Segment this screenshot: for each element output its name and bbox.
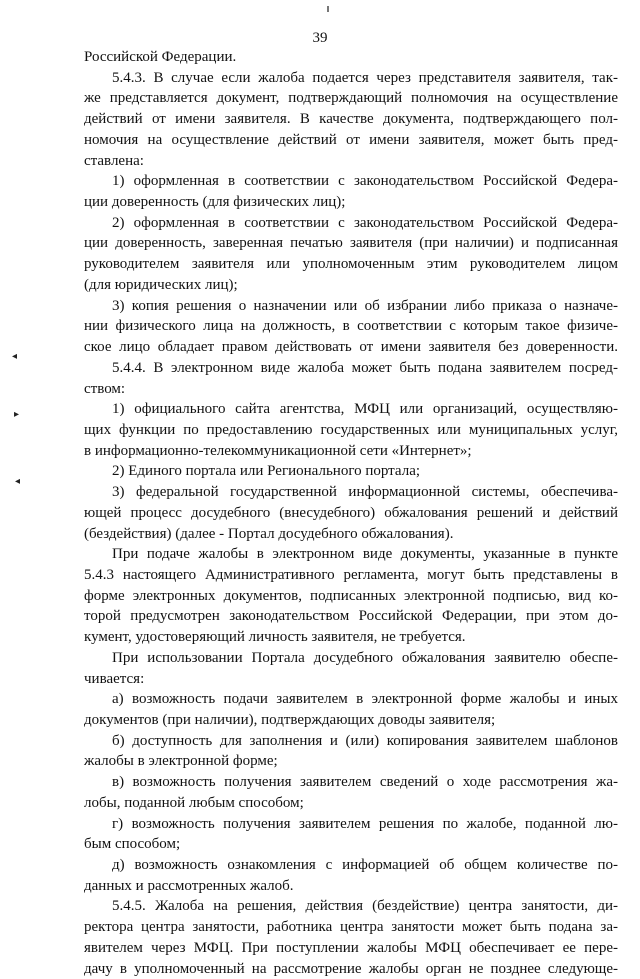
text-line: в) возможность получения заявителем сведений о ходе рассмотрения жа- xyxy=(112,774,618,791)
text-line: 3) федеральной государственной информационной системы, обеспечива- xyxy=(112,484,618,501)
text-line: дачу в уполномоченный на рассмотрение жалобы орган не позднее следующе- xyxy=(84,960,618,977)
text-line: же представляется документ, подтверждающий полномочия на осуществление xyxy=(84,90,618,107)
text-line: кумент, удостоверяющий личность заявителя, не требуется. xyxy=(84,629,466,646)
text-line: явителем через МФЦ. При поступлении жалобы МФЦ обеспечивает ее пере- xyxy=(84,939,618,956)
text-line: (бездействия) (далее - Портал досудебного обжалования). xyxy=(84,525,454,542)
text-line: 1) оформленная в соответствии с законодательством Российской Федера- xyxy=(112,173,618,190)
margin-mark-2: ▸ xyxy=(14,409,20,420)
text-line: 1) официального сайта агентства, МФЦ или организаций, осуществляю- xyxy=(112,401,618,418)
text-line: При подаче жалобы в электронном виде документы, указанные в пункте xyxy=(112,546,618,563)
text-line: 5.4.5. Жалоба на решения, действия (бездействие) центра занятости, ди- xyxy=(112,898,618,915)
margin-mark-1: ◂ xyxy=(12,351,18,362)
text-line: щих функции по предоставлению государственных или муниципальных услуг, xyxy=(84,421,618,438)
text-line: ции доверенность (для физических лиц); xyxy=(84,194,346,211)
text-line: 3) копия решения о назначении или об избрании либо приказа о назначе- xyxy=(112,297,618,314)
text-line: б) доступность для заполнения и (или) копирования заявителем шаблонов xyxy=(112,732,618,749)
text-line: Российской Федерации. xyxy=(84,49,237,65)
text-line: лобы, поданной любым способом; xyxy=(84,794,304,811)
text-line: действий от имени заявителя. В качестве документа, подтверждающего пол- xyxy=(84,111,618,128)
text-line: ское лицо обладает правом действовать от имени заявителя без доверенности. xyxy=(84,339,618,356)
scan-artifact-dot xyxy=(327,6,329,12)
text-line: данных и рассмотренных жалоб. xyxy=(84,877,294,894)
text-line: д) возможность ознакомления с информацией об общем количестве по- xyxy=(112,857,618,874)
text-line: ректора центра занятости, работника центра занятости может быть подана за- xyxy=(84,919,618,936)
text-line: нии физического лица на должность, в соответствии с которым такое физиче- xyxy=(84,318,618,335)
text-line: форме электронных документов, подписанных электронной подписью, вид ко- xyxy=(84,587,618,604)
document-body xyxy=(84,47,618,979)
text-line: ством: xyxy=(84,380,126,397)
text-line: документов (при наличии), подтверждающих доводы заявителя; xyxy=(84,712,496,728)
text-line: жалобы в электронной форме; xyxy=(84,753,278,770)
text-line: ставлена: xyxy=(84,152,144,169)
text-line: номочия на осуществление действий от имени заявителя, может быть пред- xyxy=(84,131,618,148)
page-number: 39 xyxy=(312,30,328,46)
text-line: чивается: xyxy=(84,670,145,687)
text-line: 5.4.3. В случае если жалоба подается через представителя заявителя, так- xyxy=(112,69,618,86)
text-line: руководителем заявителя или уполномоченным этим руководителем лицом xyxy=(84,256,618,273)
text-line: 5.4.3 настоящего Административного регламента, могут быть представлены в xyxy=(84,566,618,583)
text-line: в информационно-телекоммуникационной сети «Интернет»; xyxy=(84,442,472,459)
text-line: 5.4.4. В электронном виде жалоба может быть подана заявителем посред- xyxy=(112,359,618,376)
text-line: торой предусмотрен законодательством Российской Федерации, при этом до- xyxy=(84,608,618,625)
text-line: 2) оформленная в соответствии с законодательством Российской Федера- xyxy=(112,214,618,231)
text-line: ющей процесс досудебного (внесудебного) обжалования решений и действий xyxy=(84,504,618,521)
margin-mark-3: ◂ xyxy=(15,476,21,487)
text-line: 2) Единого портала или Регионального портала; xyxy=(112,463,421,480)
text-line: а) возможность подачи заявителем в электронной форме жалобы и иных xyxy=(112,691,618,708)
text-line: ции доверенность, заверенная печатью заявителя (при наличии) и подписанная xyxy=(84,235,618,252)
text-line: г) возможность получения заявителем решения по жалобе, поданной лю- xyxy=(112,815,618,832)
text-line: При использовании Портала досудебного обжалования заявителю обеспе- xyxy=(112,649,618,666)
text-line: (для юридических лиц); xyxy=(84,276,238,293)
text-line: бым способом; xyxy=(84,836,181,853)
